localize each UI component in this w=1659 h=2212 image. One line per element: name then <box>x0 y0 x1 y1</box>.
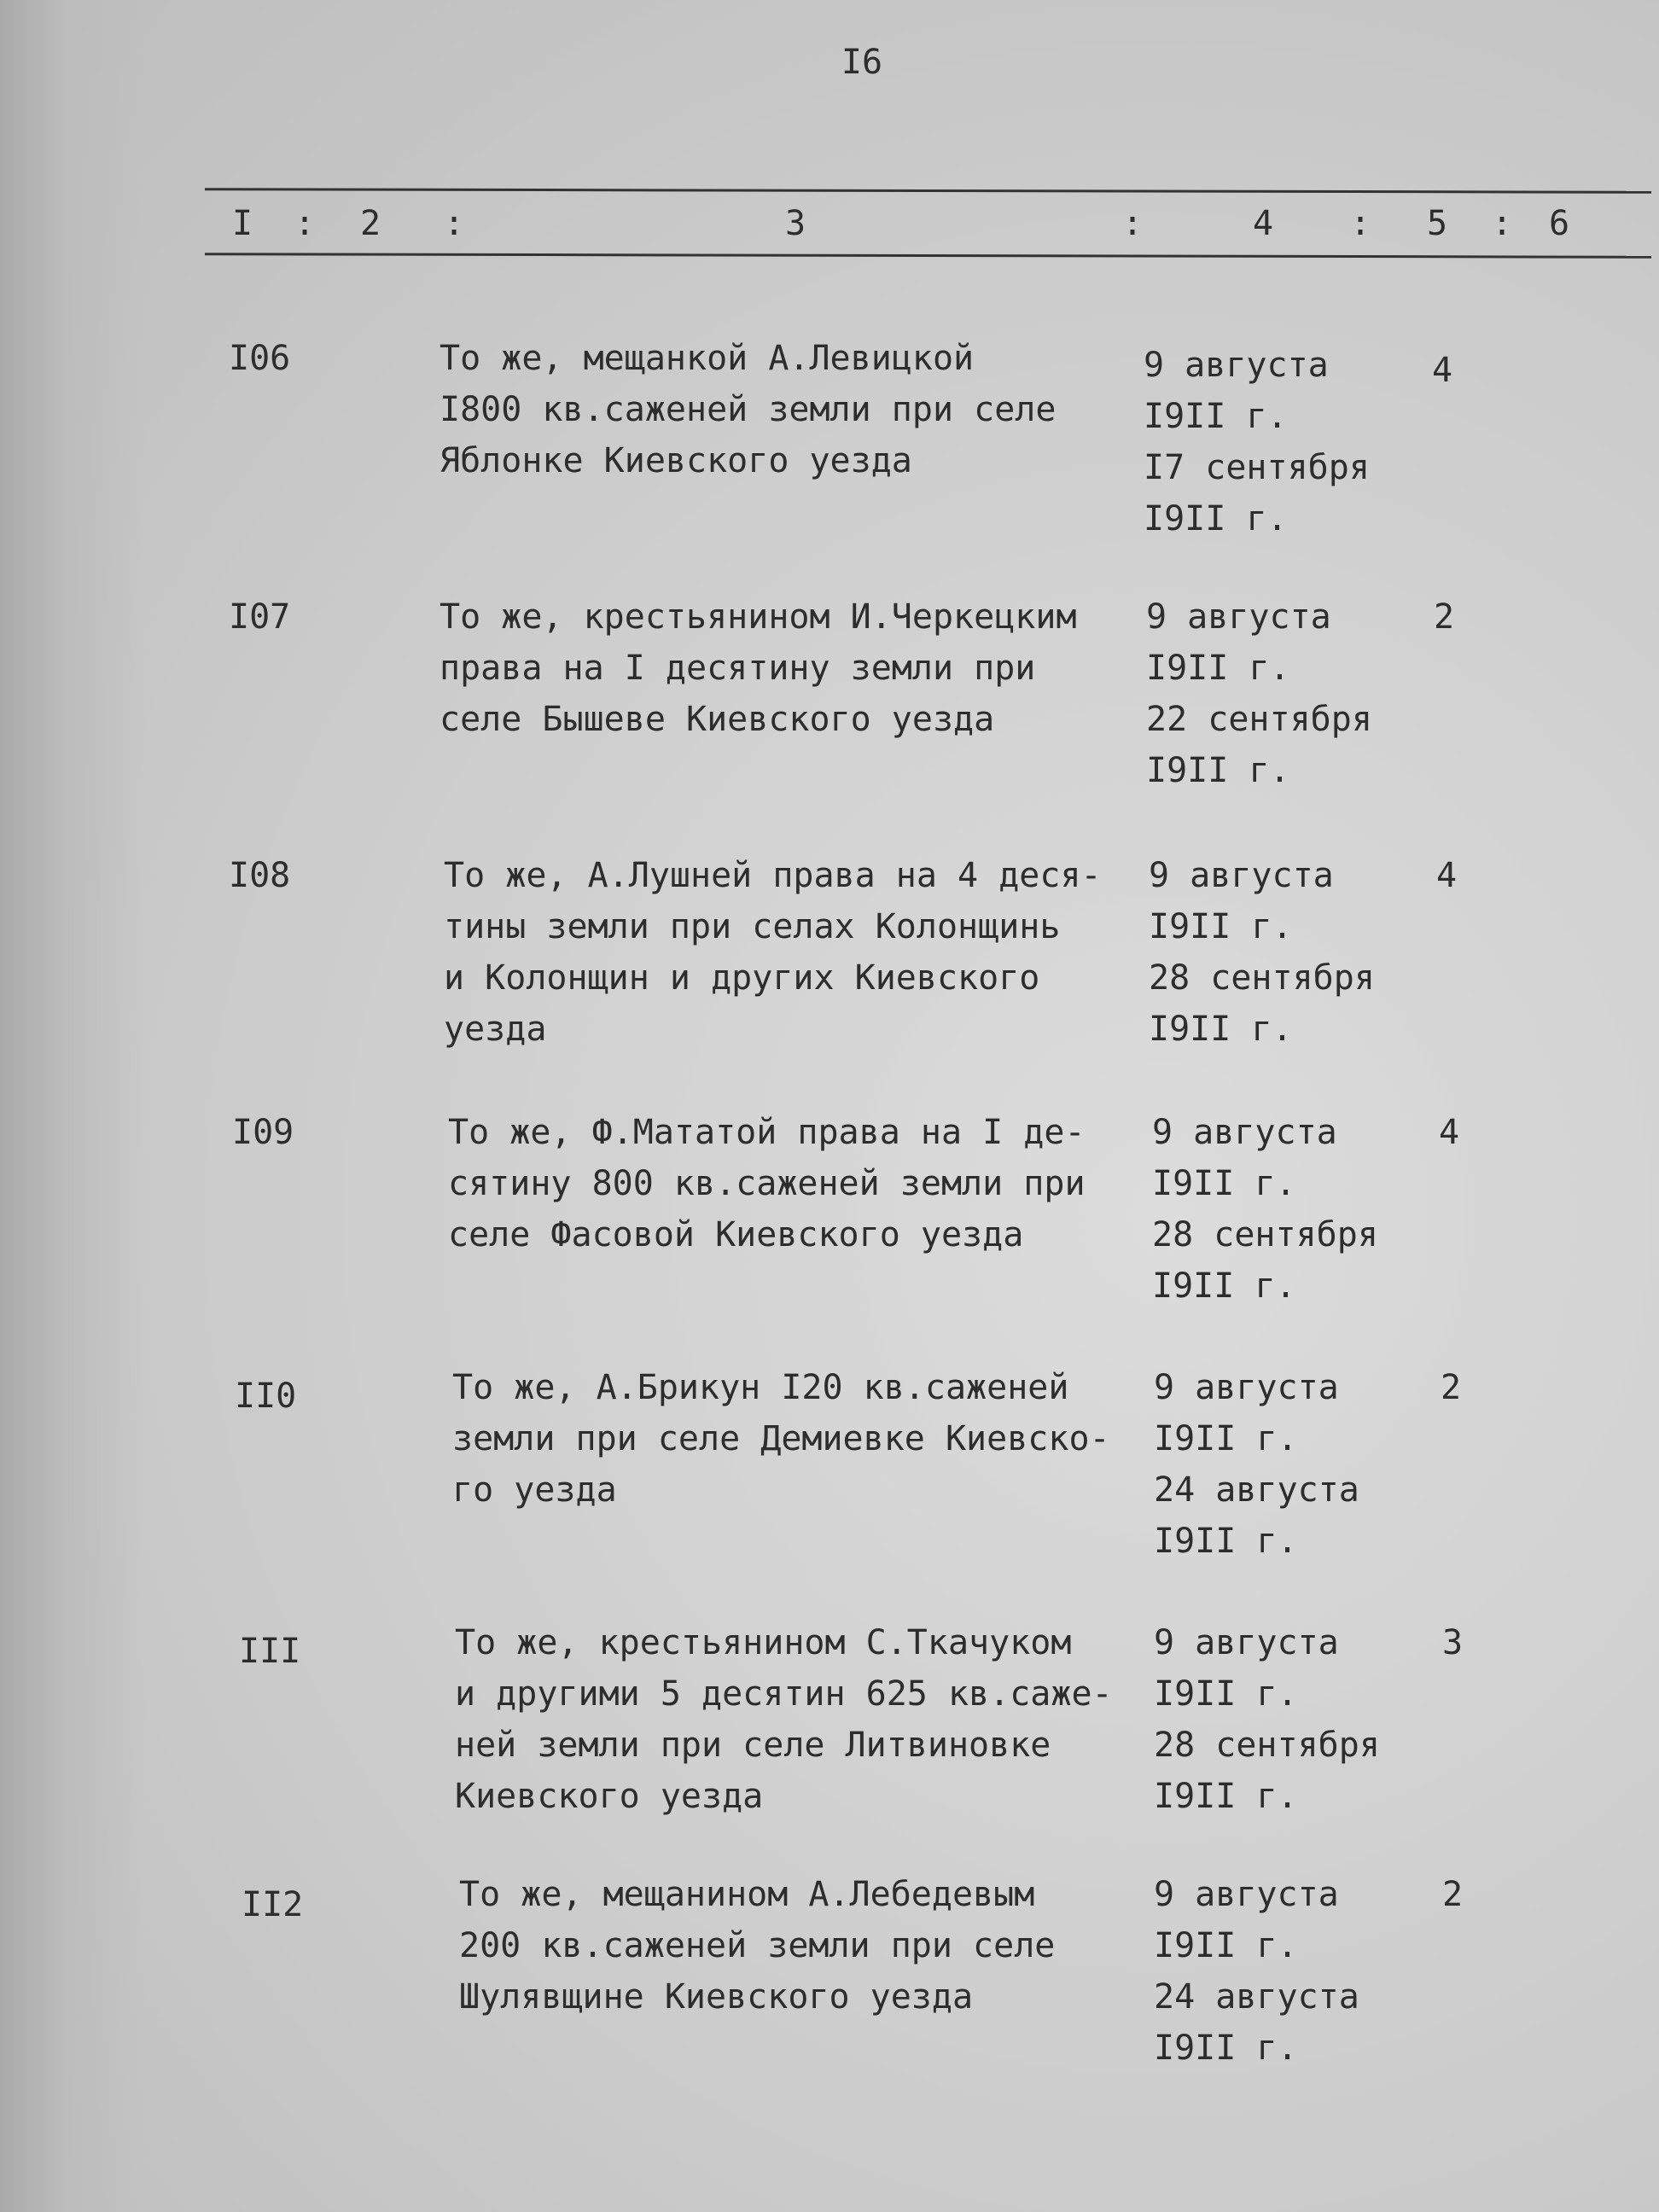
entry-number: II2 <box>242 1885 304 1924</box>
entry-count: 4 <box>1438 1113 1460 1152</box>
entry-count: 2 <box>1440 1368 1462 1407</box>
entry-dates: 9 августа I9II г. 24 августа I9II г. <box>1154 1875 1359 2068</box>
column-separator: : <box>1122 204 1144 243</box>
entry-description: То же, крестьянином И.Черкецким права на I десятину земли при селе Бышеве Киевского уезда <box>439 597 1077 739</box>
entry-dates: 9 августа I9II г. 28 сентября I9II г. <box>1149 856 1375 1049</box>
column-separator: : <box>1492 204 1513 243</box>
entry-count: 2 <box>1433 597 1455 637</box>
header-rule-top <box>205 188 1651 194</box>
entry-count: 2 <box>1441 1875 1464 1914</box>
entry-description: То же, мещанкой А.Левицкой I800 кв.саженей земли при селе Яблонке Киевского уезда <box>439 339 1057 480</box>
column-header-1: I <box>232 204 253 243</box>
header-rule-bottom <box>205 253 1651 259</box>
binding-shadow <box>0 0 145 2212</box>
column-header-6: 6 <box>1549 204 1570 243</box>
entry-description: То же, А.Лушней права на 4 деся- тины земли при селах Колонщинь и Колонщин и других Киевского уезда <box>444 856 1102 1049</box>
column-header-5: 5 <box>1427 204 1448 243</box>
entry-count: 3 <box>1441 1623 1464 1662</box>
entry-number: II0 <box>235 1377 297 1416</box>
column-separator: : <box>444 204 465 243</box>
entry-dates: 9 августа I9II г. 22 сентября I9II г. <box>1146 597 1372 790</box>
entry-number: I08 <box>229 856 291 895</box>
entry-count: 4 <box>1435 856 1458 895</box>
entry-dates: 9 августа I9II г. 28 сентября I9II г. <box>1154 1623 1380 1816</box>
entry-number: III <box>239 1632 301 1671</box>
entry-number: I09 <box>232 1113 294 1152</box>
column-separator: : <box>1350 204 1371 243</box>
entry-dates: 9 августа I9II г. 24 августа I9II г. <box>1154 1368 1359 1561</box>
column-header-3: 3 <box>785 204 806 243</box>
column-header-2: 2 <box>360 204 381 243</box>
entry-description: То же, крестьянином С.Ткачуком и другими 5 десятин 625 кв.саже- ней земли при селе Литвиновке Киевского уезда <box>455 1623 1113 1816</box>
column-header-4: 4 <box>1253 204 1274 243</box>
entry-number: I06 <box>229 339 291 378</box>
entry-description: То же, Ф.Мататой права на I де- сятину 800 кв.саженей земли при селе Фасовой Киевского уезда <box>448 1113 1086 1254</box>
entry-description: То же, А.Брикун I20 кв.саженей земли при селе Демиевке Киевско- го уезда <box>452 1368 1110 1510</box>
column-separator: : <box>294 204 316 243</box>
page-number: I6 <box>841 43 883 82</box>
entry-count: 4 <box>1431 351 1453 390</box>
entry-dates: 9 августа I9II г. I7 сентября I9II г. <box>1144 346 1370 538</box>
entry-description: То же, мещанином А.Лебедевым 200 кв.саженей земли при селе Шулявщине Киевского уезда <box>459 1875 1056 2017</box>
entry-number: I07 <box>229 597 291 637</box>
entry-dates: 9 августа I9II г. 28 сентября I9II г. <box>1152 1113 1378 1306</box>
